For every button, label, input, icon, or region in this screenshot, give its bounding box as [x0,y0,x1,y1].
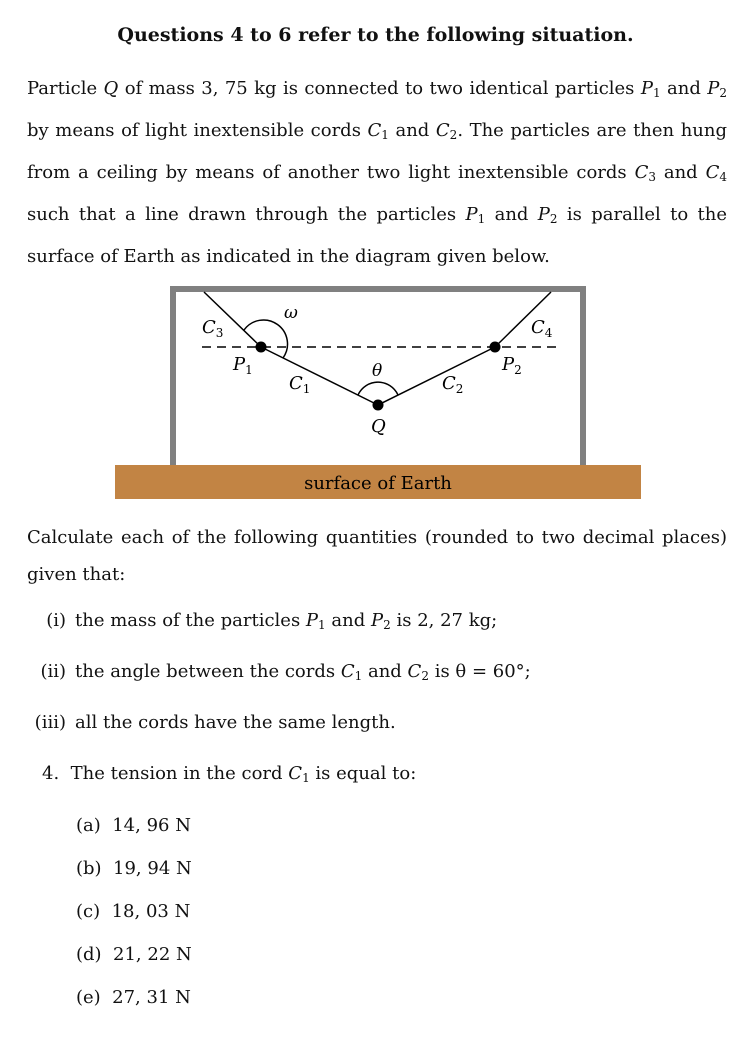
label-theta: θ [372,361,383,381]
option-e[interactable]: (e) 27, 31 N [76,987,191,1008]
calc-intro: Calculate each of the following quantities (rounded to two decimal places) given that: [27,527,727,585]
heading: Questions 4 to 6 refer to the following situation. [117,24,634,46]
option-a[interactable]: (a) 14, 96 N [76,815,191,836]
particle-q [373,400,384,411]
label-q: Q [371,416,386,437]
label-omega: ω [284,303,298,323]
label-p1: $P_1$ [233,354,253,377]
label-c4: $C_4$ [531,317,553,340]
label-c2: $C_2$ [442,373,464,396]
angle-omega-arc [244,320,288,358]
angle-theta-arc [358,382,398,395]
option-d[interactable]: (d) 21, 22 N [76,944,192,965]
label-c1: $C_1$ [289,373,311,396]
situation-paragraph: Particle Q of mass 3, 75 kg is connected to two identical particles $P_1$ and $P_2$ by means of light inextensible cords $C_1$ and $C_2$. The particles are then hung from a ceiling by means of another two light inextensible cords $C_3$ and $C_4$ such that a line drawn through the particles $P_1$ and $P_2$ is parallel to the surface of Earth as indicated in the diagram given below. [27,78,728,267]
particle-p2 [490,342,501,353]
label-c3: $C_3$ [202,317,224,340]
option-c[interactable]: (c) 18, 03 N [76,901,191,922]
cord-c1 [261,347,378,405]
question-4: 4. The tension in the cord $C_1$ is equal to: [42,763,417,785]
cord-c2 [378,347,495,405]
option-b[interactable]: (b) 19, 94 N [76,858,192,879]
particle-p1 [256,342,267,353]
ground-label: surface of Earth [304,473,452,494]
label-p2: $P_2$ [502,354,522,377]
